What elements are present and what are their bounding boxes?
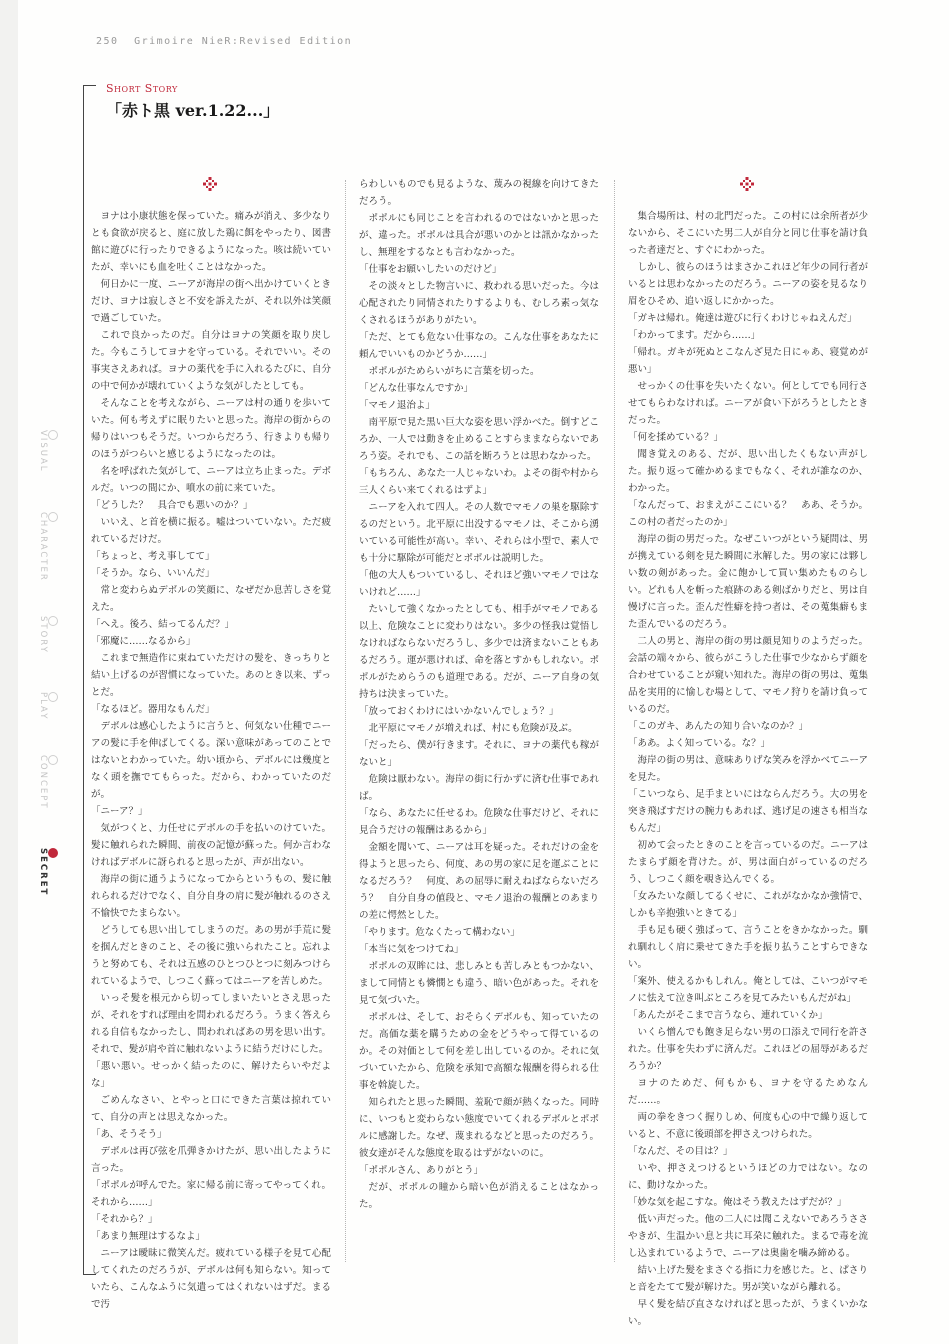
paragraph: 結い上げた髪をまさぐる指に力を感じた。と、ぱさりと音をたてて髪が解けた。男が笑いながら離れる。	[628, 1265, 868, 1293]
paragraph: 「わかってます。だから……」	[628, 330, 761, 341]
paragraph: 「仕事をお願いしたいのだけど」	[359, 264, 502, 275]
paragraph: 「マモノ退治よ」	[359, 400, 435, 411]
paragraph: 「悪い悪い。せっかく結ったのに、解けたらいやだよな」	[91, 1061, 331, 1089]
text-column-2	[359, 176, 599, 1213]
tab-character[interactable]	[38, 512, 58, 582]
tab-label: VISUAL	[38, 430, 48, 473]
book-title: Grimoire NieR:Revised Edition	[134, 36, 353, 47]
running-header	[96, 36, 352, 47]
paragraph: 南平原で見た黒い巨大な姿を思い浮かべた。倒すどころか、一人では動きを止めることすらままならないであろう姿。それでも、この話を断ろうとは思わなかった。	[359, 417, 599, 462]
paragraph: 危険は厭わない。海岸の街に行かずに済む仕事であれば。	[359, 774, 599, 802]
paragraph: 海岸の街の男は、意味ありげな笑みを浮かべてニーアを見た。	[628, 755, 868, 783]
paragraph: 初めて会ったときのことを言っているのだ。ニーアはたまらず顔を背けた。が、男は面白がっているのだろう、しつこく顔を覗き込んでくる。	[628, 840, 868, 885]
paragraph: ポポルにも同じことを言われるのではないかと思ったが、違った。ポポルは具合が悪いのかとは訊かなかったし、無理をするなとも言わなかった。	[359, 213, 599, 258]
paragraph: らわしいものでも見るような、蔑みの視線を向けてきただろう。	[359, 179, 599, 207]
paragraph: 両の拳をきつく握りしめ、何度も心の中で繰り返していると、不意に後頭部を押さえつけられた。	[628, 1112, 868, 1140]
tab-secret[interactable]	[38, 848, 58, 896]
paragraph: どうしても思い出してしまうのだ。あの男が手荒に髪を掴んだときのこと、その後に強いられたこと。忘れようと努めても、それは五感のひとつひとつに刻みつけられているようで、しつこく蘇ってはニーアを苦しめた。	[91, 925, 331, 987]
diamond-cross-ornament-icon	[203, 177, 217, 191]
paragraph: 「こいつなら、足手まといにはならんだろう。大の男を突き飛ばすだけの腕力もあれば、逃げ足の速さも相当なもんだ」	[628, 789, 868, 834]
paragraph: そんなことを考えながら、ニーアは村の通りを歩いていた。何も考えずに眠りたいと思った。海岸の街からの帰りはいつもそうだ。いつからだろう、行きよりも帰りのほうがつらいと感じるようになったのは。	[91, 398, 331, 460]
page-number: 250	[96, 36, 119, 47]
paragraph: 知られたと思った瞬間、羞恥で顔が熱くなった。同時に、いつもと変わらない態度でいてくれるデボルとポポルに感謝した。なぜ、蔑まれるなどと思ったのだろう。彼女達がそんな態度を取るはずがないのに。	[359, 1097, 599, 1159]
paragraph: 気がつくと、力任せにデボルの手を払いのけていた。髪に触れられた瞬間、前夜の記憶が蘇った。何か言わなければデボルに訝られると思ったが、声が出ない。	[91, 823, 331, 868]
tab-marker-icon	[48, 692, 58, 702]
diamond-cross-ornament-icon	[740, 177, 754, 191]
paragraph: ごめんなさい、とやっと口にできた言葉は掠れていて、自分の声とは思えなかった。	[91, 1095, 331, 1123]
paragraph: 「へえ。後ろ、結ってるんだ？」	[91, 619, 235, 630]
paragraph: 「このガキ、あんたの知り合いなのか？」	[628, 721, 809, 732]
tab-marker-icon	[48, 512, 58, 522]
paragraph: 「あまり無理はするなよ」	[91, 1231, 206, 1242]
paragraph: 二人の男と、海岸の街の男は顔見知りのようだった。会話の端々から、彼らがこうした仕事で少なからず顔を合わせていることが窺い知れた。海岸の街の男は、蒐集品を実用的に愉しむ場として、マモノ狩りを請け負っているのだ。	[628, 636, 868, 715]
paragraph: 「だったら、僕が行きます。それに、ヨナの薬代も稼がないと」	[359, 740, 599, 768]
tab-label: PLAY	[38, 692, 48, 721]
paragraph: いっそ髪を根元から切ってしまいたいとさえ思ったが、それをすれば理由を問われるだろう。うまく答えられる自信もなかったし、問われればあの男を思い出す。それで、髪が肩や首に触れないように結うだけにした。	[91, 993, 331, 1055]
paragraph: 名を呼ばれた気がして、ニーアは立ち止まった。デボルだ。いつの間にか、噴水の前に来ていた。	[91, 466, 331, 494]
paragraph: 何日かに一度、ニーアが海岸の街へ出かけていくときだけ、ヨナは寂しさと不安を訴えたが、それ以外は笑顔で過ごしていた。	[91, 279, 331, 324]
paragraph: 「邪魔に……なるから」	[91, 636, 196, 647]
paragraph: 「本当に気をつけてね」	[359, 944, 464, 955]
paragraph: これで良かったのだ。自分はヨナの笑顔を取り戻した。今もこうしてヨナを守っている。それでいい。その事実さえあれば。ヨナの薬代を手に入れるたびに、自分の中で何かが壊れていくような気がしたとしても。	[91, 330, 331, 392]
paragraph: 「他の大人もついているし、それほど強いマモノではないけれど……」	[359, 570, 599, 598]
tab-concept[interactable]	[38, 755, 58, 810]
paragraph: いいえ、と首を横に振る。嘘はついていない。ただ疲れているだけだ。	[91, 517, 331, 545]
paragraph: 北平原にマモノが増えれば、村にも危険が及ぶ。	[368, 723, 578, 734]
paragraph: 「ただ、とても危ない仕事なの。こんな仕事をあなたに頼んでいいものかどうか……」	[359, 332, 599, 360]
paragraph: ポポルの双眸には、悲しみとも苦しみともつかない、まして同情とも憐憫とも違う、暗い色があった。それを見て気づいた。	[359, 961, 599, 1006]
paragraph: 「どんな仕事なんですか」	[359, 383, 474, 394]
paragraph: 「そうか。なら、いいんだ」	[91, 568, 215, 579]
paragraph: これまで無造作に束ねていただけの髪を、きっちりと結い上げるのが習慣になっていた。あのとき以来、ずっとだ。	[91, 653, 331, 698]
tab-label: SECRET	[38, 848, 48, 897]
paragraph: 「ちょっと、考え事してて」	[91, 551, 215, 562]
paragraph: デボルは再び弦を爪弾きかけたが、思い出したように言った。	[91, 1146, 331, 1174]
tab-label: CHARACTER	[38, 512, 48, 582]
text-column-1	[91, 208, 331, 1313]
paragraph: ニーアを入れて四人。その人数でマモノの巣を駆除するのだという。北平原に出没するマモノは、そこから湧いている可能性が高い。幸い、それらは小型で、素人でも十分に駆除が可能だとポポルは説明した。	[359, 502, 599, 564]
paragraph: 「女みたいな顔してるくせに、これがなかなか強情で、しかも辛抱強いときてる」	[628, 891, 868, 919]
paragraph: ポポルは、そして、おそらくデボルも、知っていたのだ。高価な薬を購うための金をどうやって得ているのか。その対価として何を差し出しているのか。それに気づいていたから、危険を承知で高額な報酬を得られる仕事を斡旋した。	[359, 1012, 599, 1091]
paragraph: 海岸の街の男だった。なぜこいつがという疑問は、男が携えている剣を見た瞬間に氷解した。男の家には夥しい数の剣があった。金に飽かして買い集めたものらしい。どれも人を斬った痕跡のある剣ばかりだと、男は自慢げに言った。歪んだ性癖を持つ者は、その蒐集癖もまた歪んでいるのだろう。	[628, 534, 868, 630]
section-label: Short Story	[106, 82, 178, 95]
column-divider	[614, 180, 615, 1262]
paragraph: 「それから？」	[91, 1214, 158, 1225]
text-column-3	[628, 208, 868, 1330]
paragraph: 「ガキは帰れ。俺達は遊びに行くわけじゃねえんだ」	[628, 313, 857, 324]
paragraph: 「ニーア？」	[91, 806, 148, 817]
paragraph: 「妙な気を起こすな。俺はそう教えたはずだが？」	[628, 1197, 847, 1208]
paragraph: ニーアは曖昧に微笑んだ。疲れている様子を見て心配してくれたのだろうが、デボルは何も知らない。知っていたら、こんなふうに気遣ってはくれないはずだ。まるで汚	[91, 1248, 331, 1310]
paragraph: 海岸の街に通うようになってからというもの、髪に触れられるだけでなく、自分自身の肩に髪が触れるのさえ不愉快でたまらない。	[91, 874, 331, 919]
paragraph: ヨナのためだ、何もかも、ヨナを守るためなんだ……。	[628, 1078, 868, 1106]
tab-marker-icon	[48, 616, 58, 626]
paragraph: 「なんだ、その目は？」	[628, 1146, 733, 1157]
paragraph: 「案外、使えるかもしれん。俺としては、こいつがマモノに怯えて泣き叫ぶところを見てみたいもんだがね」	[628, 976, 868, 1004]
paragraph: 「放っておくわけにはいかないんでしょう？」	[359, 706, 559, 717]
paragraph: 「なるほど。器用なもんだ」	[91, 704, 215, 715]
paragraph: だが、ポポルの瞳から暗い色が消えることはなかった。	[359, 1182, 599, 1210]
tab-marker-icon	[48, 848, 58, 858]
column-divider	[345, 180, 346, 1262]
tab-marker-icon	[48, 430, 58, 440]
paragraph: 「なら、あなたに任せるわ。危険な仕事だけど、それに見合うだけの報酬はあるから」	[359, 808, 599, 836]
page	[18, 0, 949, 1344]
paragraph: 集合場所は、村の北門だった。この村には余所者が少ないから、そこにいた男二人が自分と同じ仕事を請け負った者達だと、すぐにわかった。	[628, 211, 868, 256]
paragraph: 「あ、そうそう」	[91, 1129, 167, 1140]
paragraph: 「どうした？ 具合でも悪いのか？」	[91, 500, 253, 511]
paragraph: しかし、彼らのほうはまさかこれほど年少の同行者がいるとは思わなかったのだろう。ニーアの姿を見るなり眉をひそめ、追い返しにかかった。	[628, 262, 868, 307]
paragraph: 「やります。危なくたって構わない」	[359, 927, 520, 938]
paragraph: 聞き覚えのある、だが、思い出したくもない声がした。振り返って確かめるまでもなく、それが誰なのか、わかった。	[628, 449, 868, 494]
paragraph: いや、押さえつけるというほどの力ではない。なのに、動けなかった。	[628, 1163, 868, 1191]
paragraph: 「帰れ。ガキが死ぬとこなんざ見た日にゃあ、寝覚めが悪い」	[628, 347, 868, 375]
tab-visual[interactable]	[38, 430, 58, 473]
paragraph: 「何を揉めている？」	[628, 432, 724, 443]
paragraph: 早く髪を結び直さなければと思ったが、うまくいかない。	[628, 1299, 868, 1327]
paragraph: 金額を聞いて、ニーアは耳を疑った。それだけの金を得ようと思ったら、何度、あの男の家に足を運ぶことになるだろう？ 何度、あの屈辱に耐えねばならないだろう？ 自分自身の値段と、マモノ退治の報酬とのあまりの差に愕然とした。	[359, 842, 599, 921]
paragraph: いくら憎んでも飽き足らない男の口添えで同行を許された。仕事を失わずに済んだ。これほどの屈辱があるだろうか？	[628, 1027, 868, 1072]
paragraph: 低い声だった。他の二人には聞こえないであろうささやきが、生温かい息と共に耳朶に触れた。まるで毒を流し込まれているようで、ニーアは奥歯を噛み締める。	[628, 1214, 868, 1259]
paragraph: デボルは感心したように言うと、何気ない仕種でニーアの髪に手を伸ばしてくる。深い意味があってのことではないとわかっていた。幼い頃から、デボルには幾度となく頭を撫でてもらった。だから、わかっていたのだが。	[91, 721, 331, 800]
tab-marker-icon	[48, 755, 58, 765]
paragraph: たいして強くなかったとしても、相手がマモノである以上、危険なことに変わりはない。多少の怪我は覚悟しなければならないだろうし、多少では済まないこともあるだろう。運が悪ければ、命を落とすかもしれない。ポポルがためらうのも道理である。だが、ニーア自身の気持ちは決まっていた。	[359, 604, 599, 700]
tab-play[interactable]	[38, 692, 58, 720]
paragraph: ポポルがためらいがちに言葉を切った。	[368, 366, 540, 377]
paragraph: 「ポポルさん、ありがとう」	[359, 1165, 484, 1176]
paragraph: 「ポポルが呼んでた。家に帰る前に寄ってやってくれ。それから……」	[91, 1180, 331, 1208]
paragraph: 常と変わらぬデボルの笑顔に、なぜだか息苦しさを覚えた。	[91, 585, 331, 613]
paragraph: ヨナは小康状態を保っていた。痛みが消え、多少なりとも食欲が戻ると、庭に放した鶏に餌をやったり、図書館に遊びに行ったりできるようになった。咳は続いていたが、幸いにも血を吐くことはなかった。	[91, 211, 331, 273]
paragraph: 手も足も硬く強ばって、言うことをきかなかった。馴れ馴れしく肩に乗せてきた手を振り払うことすらできない。	[628, 925, 868, 970]
paragraph: 「なんだって、おまえがここにいる？ ああ、そうか。この村の者だったのか」	[628, 500, 868, 528]
tab-label: CONCEPT	[38, 755, 48, 810]
paragraph: 「もちろん、あなた一人じゃないわ。よその街や村から三人くらい来てくれるはずよ」	[359, 468, 599, 496]
paragraph: 「ああ。よく知っている。な？」	[628, 738, 771, 749]
paragraph: その淡々とした物言いに、救われる思いだった。今は心配されたり同情されたりするよりも、むしろ素っ気なくされるほうがありがたい。	[359, 281, 599, 326]
tab-story[interactable]	[38, 616, 58, 654]
tab-label: STORY	[38, 616, 48, 654]
story-title: 「赤ト黒 ver.1.22...」	[106, 101, 280, 120]
paragraph: せっかくの仕事を失いたくない。何としてでも同行させてもらわなければ。ニーアが食い下がろうとしたときだった。	[628, 381, 868, 426]
paragraph: 「あんたがそこまで言うなら、連れていくか」	[628, 1010, 828, 1021]
